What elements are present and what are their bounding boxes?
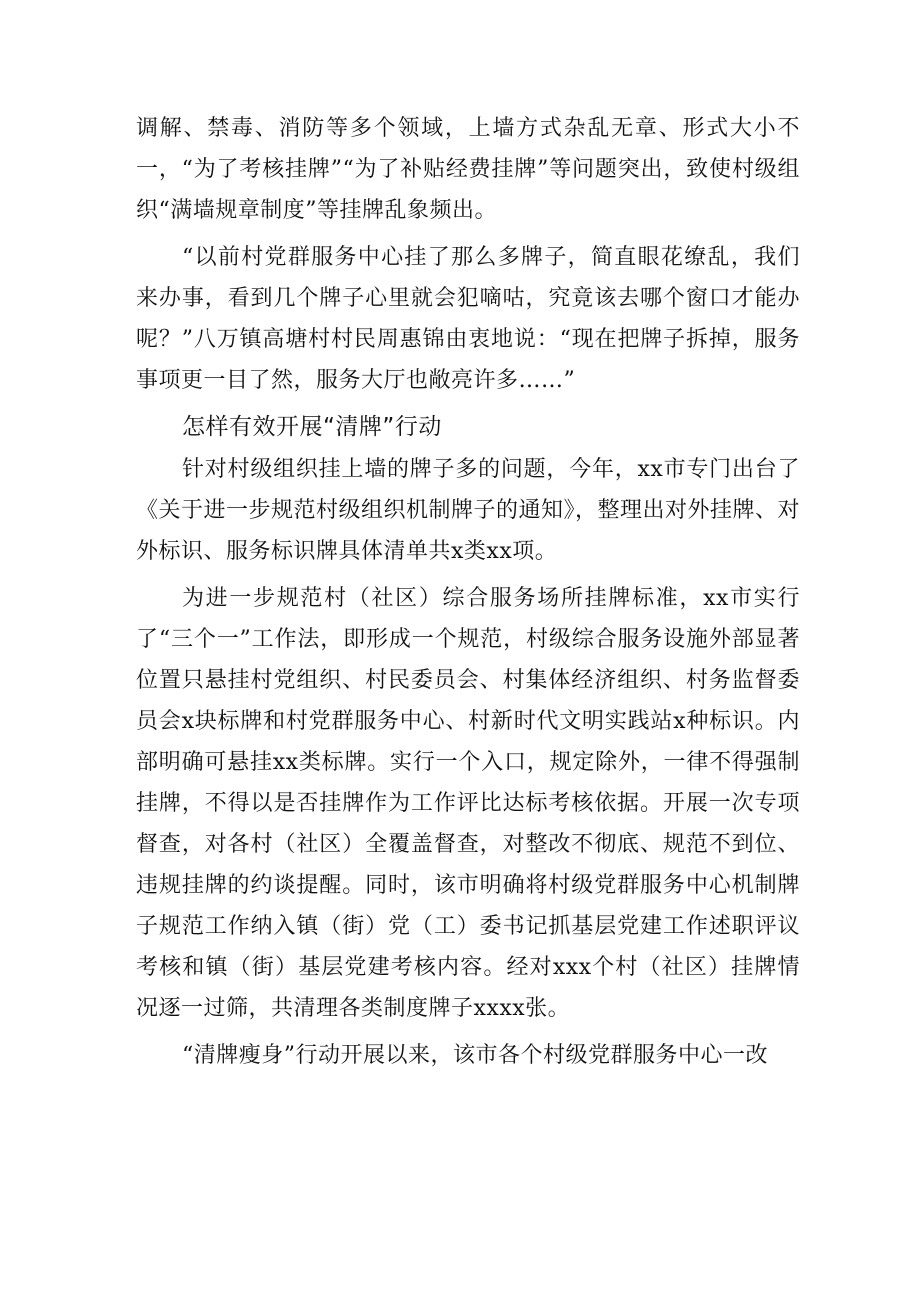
section-heading: 怎样有效开展“清牌”行动 xyxy=(182,414,442,440)
body-paragraph-continued: 调解、禁毒、消防等多个领域，上墙方式杂乱无章、形式大小不一，“为了考核挂牌”“为了补贴经费挂牌”等问题突出，致使村级组织“满墙规章制度”等挂牌乱象频出。 xyxy=(136,116,800,223)
document-page xyxy=(136,108,800,1076)
section-paragraph-results: “清牌瘦身”行动开展以来，该市各个村级党群服务中心一改 xyxy=(182,1043,768,1068)
body-paragraph-quote: “以前村党群服务中心挂了那么多牌子，简直眼花缭乱，我们来办事，看到几个牌子心里就会犯嘀咕，究竟该去哪个窗口才能办呢？”八万镇高塘村村民周惠锦由衷地说：“现在把牌子拆掉，服务事项更一目了然，服务大厅也敞亮许多……” xyxy=(136,245,800,393)
section-paragraph-method: 为进一步规范村（社区）综合服务场所挂牌标准，xx市实行了“三个一”工作法，即形成一个规范，村级综合服务设施外部显著位置只悬挂村党组织、村民委员会、村集体经济组织、村务监督委员会x块标牌和村党群服务中心、村新时代文明实践站x种标识。内部明确可悬挂xx类标牌。实行一个入口，规定除外，一律不得强制挂牌，不得以是否挂牌作为工作评比达标考核依据。开展一次专项督查，对各村（社区）全覆盖督查，对整改不彻底、规范不到位、违规挂牌的约谈提醒。同时，该市明确将村级党群服务中心机制牌子规范工作纳入镇（街）党（工）委书记抓基层党建工作述职评议考核和镇（街）基层党建考核内容。经对xxx个村（社区）挂牌情况逐一过筛，共清理各类制度牌子xxxx张。 xyxy=(136,586,800,1021)
section-paragraph-notice: 针对村级组织挂上墙的牌子多的问题，今年，xx市专门出台了《关于进一步规范村级组织机制牌子的通知》，整理出对外挂牌、对外标识、服务标识牌具体清单共x类xx项。 xyxy=(136,457,801,564)
